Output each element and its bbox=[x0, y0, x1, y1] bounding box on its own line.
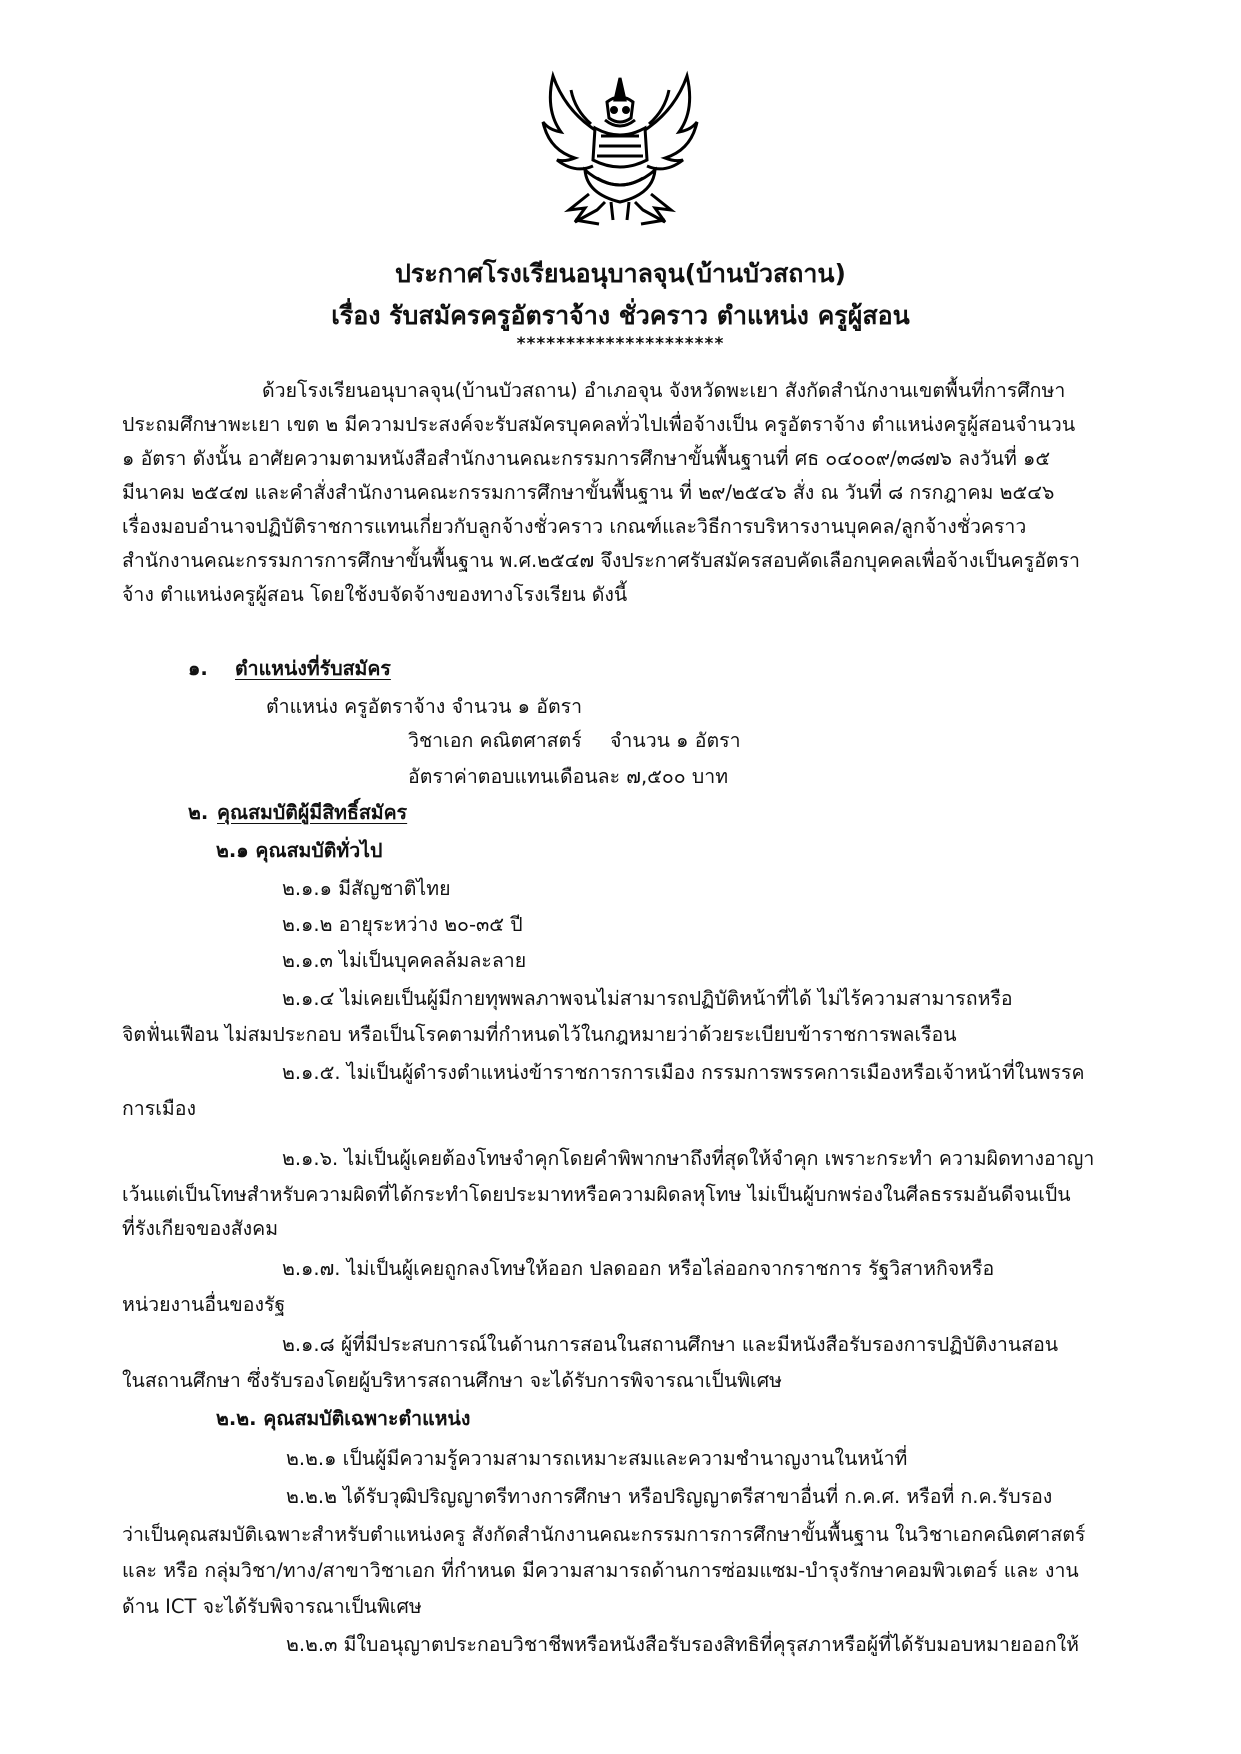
qualification-item: ๒.๑.๕. ไม่เป็นผู้ดำรงตำแหน่งข้าราชการการเมือง กรรมการพรรคการเมืองหรือเจ้าหน้าที่ในพรรค bbox=[282, 1061, 1085, 1084]
section-2-number: ๒. bbox=[188, 801, 209, 824]
specific-item: ๒.๒.๑ เป็นผู้มีความรู้ความสามารถเหมาะสมและความชำนาญงานในหน้าที่ bbox=[286, 1447, 908, 1470]
section-1-heading: ตำแหน่งที่รับสมัคร bbox=[235, 657, 391, 680]
qualification-item: ๒.๑.๓ ไม่เป็นบุคคลล้มละลาย bbox=[282, 949, 527, 972]
qualification-item: การเมือง bbox=[122, 1097, 196, 1120]
intro-line: ด้วยโรงเรียนอนุบาลจุน(บ้านบัวสถาน) อำเภอจุน จังหวัดพะเยา สังกัดสำนักงานเขตพื้นที่การศึกษา bbox=[262, 379, 1066, 402]
announcement-title: ประกาศโรงเรียนอนุบาลจุน(บ้านบัวสถาน) bbox=[395, 259, 846, 288]
intro-line: จ้าง ตำแหน่งครูผู้สอน โดยใช้งบจัดจ้างของทางโรงเรียน ดังนี้ bbox=[122, 583, 628, 606]
qualification-item: ในสถานศึกษา ซึ่งรับรองโดยผู้บริหารสถานศึกษา จะได้รับการพิจารณาเป็นพิเศษ bbox=[122, 1369, 782, 1392]
specific-item: และ หรือ กลุ่มวิชา/ทาง/สาขาวิชาเอก ที่กำหนด มีความสามารถด้านการซ่อมแซม-บำรุงรักษาคอมพิวเตอร์ และ งาน bbox=[122, 1559, 1079, 1582]
specific-item: ว่าเป็นคุณสมบัติเฉพาะสำหรับตำแหน่งครู สังกัดสำนักงานคณะกรรมการการศึกษาขั้นพื้นฐาน ในวิชาเอกคณิตศาสตร์ bbox=[122, 1523, 1086, 1546]
announcement-subject: เรื่อง รับสมัครครูอัตราจ้าง ชั่วคราว ตำแหน่ง ครูผู้สอน bbox=[331, 301, 910, 330]
qualification-item: ๒.๑.๘ ผู้ที่มีประสบการณ์ในด้านการสอนในสถานศึกษา และมีหนังสือรับรองการปฏิบัติงานสอน bbox=[282, 1333, 1059, 1356]
major-count-text: จำนวน ๑ อัตรา bbox=[610, 729, 741, 752]
specific-item: ๒.๒.๓ มีใบอนุญาตประกอบวิชาชีพหรือหนังสือรับรองสิทธิที่คุรุสภาหรือผู้ที่ได้รับมอบหมายออกให้ bbox=[286, 1633, 1080, 1656]
specific-qualifications-heading: ๒.๒. คุณสมบัติเฉพาะตำแหน่ง bbox=[216, 1407, 471, 1430]
garuda-emblem-icon bbox=[535, 70, 705, 230]
intro-line: สำนักงานคณะกรรมการการศึกษาขั้นพื้นฐาน พ.ศ.๒๕๔๗ จึงประกาศรับสมัครสอบคัดเลือกบุคคลเพื่อจ้างเป็นครูอัตรา bbox=[122, 549, 1080, 572]
section-2-heading: คุณสมบัติผู้มีสิทธิ์สมัคร bbox=[217, 801, 408, 824]
qualification-item: หน่วยงานอื่นของรัฐ bbox=[122, 1293, 286, 1316]
specific-item: ๒.๒.๒ ได้รับวุฒิปริญญาตรีทางการศึกษา หรือปริญญาตรีสาขาอื่นที่ ก.ค.ศ. หรือที่ ก.ค.รับรอง bbox=[286, 1485, 1053, 1508]
qualification-item: ๒.๑.๗. ไม่เป็นผู้เคยถูกลงโทษให้ออก ปลดออก หรือไล่ออกจากราชการ รัฐวิสาหกิจหรือ bbox=[282, 1257, 995, 1280]
qualification-item: ๒.๑.๑ มีสัญชาติไทย bbox=[282, 877, 451, 900]
separator-stars: ********************* bbox=[516, 334, 725, 354]
qualification-item: เว้นแต่เป็นโทษสำหรับความผิดที่ได้กระทำโดยประมาทหรือความผิดลหุโทษ ไม่เป็นผู้บกพร่องในศีลธรรมอันดีจนเป็น bbox=[122, 1183, 1071, 1206]
intro-line: ๑ อัตรา ดังนั้น อาศัยความตามหนังสือสำนักงานคณะกรรมการศึกษาขั้นพื้นฐานที่ ศธ ๐๔๐๐๙/๓๘๗๖ ลงวันที่ ๑๕ bbox=[122, 447, 1051, 470]
intro-line: มีนาคม ๒๕๔๗ และคำสั่งสำนักงานคณะกรรมการศึกษาขั้นพื้นฐาน ที่ ๒๙/๒๕๔๖ สั่ง ณ วันที่ ๘ กรกฎาคม ๒๕๔๖ bbox=[122, 481, 1055, 504]
general-qualifications-heading: ๒.๑ คุณสมบัติทั่วไป bbox=[216, 839, 383, 862]
qualification-item: ๒.๑.๔ ไม่เคยเป็นผู้มีกายทุพพลภาพจนไม่สามารถปฏิบัติหน้าที่ได้ ไม่ไร้ความสามารถหรือ bbox=[282, 987, 1013, 1010]
specific-item: ด้าน ICT จะได้รับพิจารณาเป็นพิเศษ bbox=[122, 1595, 422, 1618]
qualification-item: จิตฟั่นเฟือน ไม่สมประกอบ หรือเป็นโรคตามที่กำหนดไว้ในกฎหมายว่าด้วยระเบียบข้าราชการพลเรือน bbox=[122, 1023, 957, 1046]
qualification-item: ๒.๑.๒ อายุระหว่าง ๒๐-๓๕ ปี bbox=[282, 913, 523, 936]
position-text: ตำแหน่ง ครูอัตราจ้าง จำนวน ๑ อัตรา bbox=[266, 695, 583, 718]
qualification-item: ที่รังเกียจของสังคม bbox=[122, 1217, 279, 1240]
section-1-number: ๑. bbox=[188, 657, 208, 680]
qualification-item: ๒.๑.๖. ไม่เป็นผู้เคยต้องโทษจำคุกโดยคำพิพากษาถึงที่สุดให้จำคุก เพราะกระทำ ความผิดทางอาญา bbox=[282, 1147, 1095, 1170]
intro-line: เรื่องมอบอำนาจปฏิบัติราชการแทนเกี่ยวกับลูกจ้างชั่วคราว เกณฑ์และวิธีการบริหารงานบุคคล/ลูกจ้างชั่วคราว bbox=[122, 515, 1027, 538]
intro-line: ประถมศึกษาพะเยา เขต ๒ มีความประสงค์จะรับสมัครบุคคลทั่วไปเพื่อจ้างเป็น ครูอัตราจ้าง ตำแหน่งครูผู้สอนจำนวน bbox=[122, 413, 1076, 436]
major-text: วิชาเอก คณิตศาสตร์ bbox=[408, 729, 582, 752]
salary-text: อัตราค่าตอบแทนเดือนละ ๗,๕๐๐ บาท bbox=[408, 765, 729, 788]
